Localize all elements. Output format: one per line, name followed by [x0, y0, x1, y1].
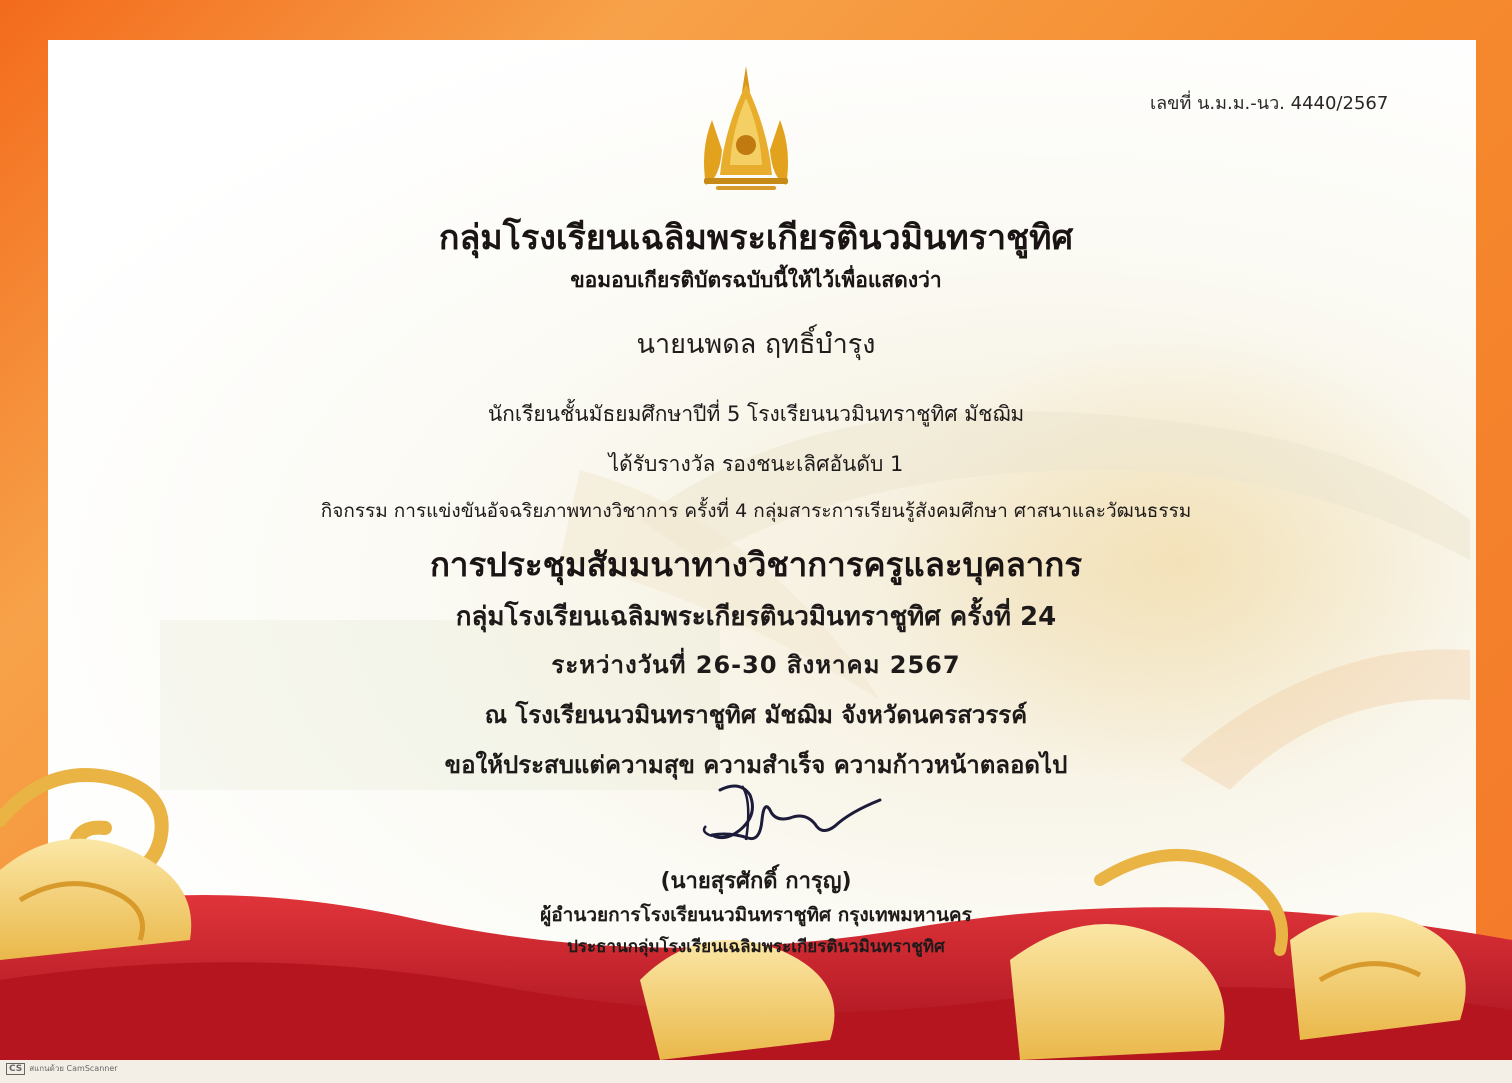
- signatory-position-1: ผู้อำนวยการโรงเรียนนวมินทราชูทิศ กรุงเทพมหานคร: [540, 904, 972, 926]
- signatory-name: (นายสุรศักดิ์ การุญ): [660, 869, 852, 894]
- scanner-text: สแกนด้วย CamScanner: [29, 1064, 118, 1073]
- certificate-title: กลุ่มโรงเรียนเฉลิมพระเกียรตินวมินทราชูทิศ: [438, 218, 1074, 258]
- event-dates: ระหว่างวันที่ 26-30 สิงหาคม 2567: [551, 651, 961, 679]
- royal-emblem-icon: [704, 66, 788, 190]
- signature-graphic: [704, 786, 880, 840]
- activity-text: กิจกรรม การแข่งขันอัจฉริยภาพทางวิชาการ ครั้งที่ 4 กลุ่มสาระการเรียนรู้สังคมศึกษา ศาสนาและวัฒนธรรม: [320, 500, 1192, 522]
- document-number: เลขที่ น.ม.ม.-นว. 4440/2567: [1150, 93, 1389, 114]
- wishes-text: ขอให้ประสบแต่ความสุข ความสำเร็จ ความก้าวหน้าตลอดไป: [444, 751, 1068, 779]
- event-group: กลุ่มโรงเรียนเฉลิมพระเกียรตินวมินทราชูทิศ ครั้งที่ 24: [455, 602, 1057, 632]
- signatory-position-2: ประธานกลุ่มโรงเรียนเฉลิมพระเกียรตินวมินทราชูทิศ: [567, 937, 945, 957]
- event-venue: ณ โรงเรียนนวมินทราชูทิศ มัชฌิม จังหวัดนครสวรรค์: [484, 701, 1028, 729]
- recipient-name: นายนพดล ฤทธิ์บำรุง: [636, 329, 876, 360]
- award-text: ได้รับรางวัล รองชนะเลิศอันดับ 1: [608, 452, 904, 476]
- scanner-badge: CS: [6, 1063, 25, 1075]
- certificate-subtitle: ขอมอบเกียรติบัตรฉบับนี้ให้ไว้เพื่อแสดงว่า: [570, 268, 942, 292]
- recipient-detail: นักเรียนชั้นมัธยมศึกษาปีที่ 5 โรงเรียนนวมินทราชูทิศ มัชฌิม: [487, 402, 1025, 426]
- event-title: การประชุมสัมมนาทางวิชาการครูและบุคลากร: [429, 545, 1083, 584]
- scanner-watermark: [6, 1062, 118, 1075]
